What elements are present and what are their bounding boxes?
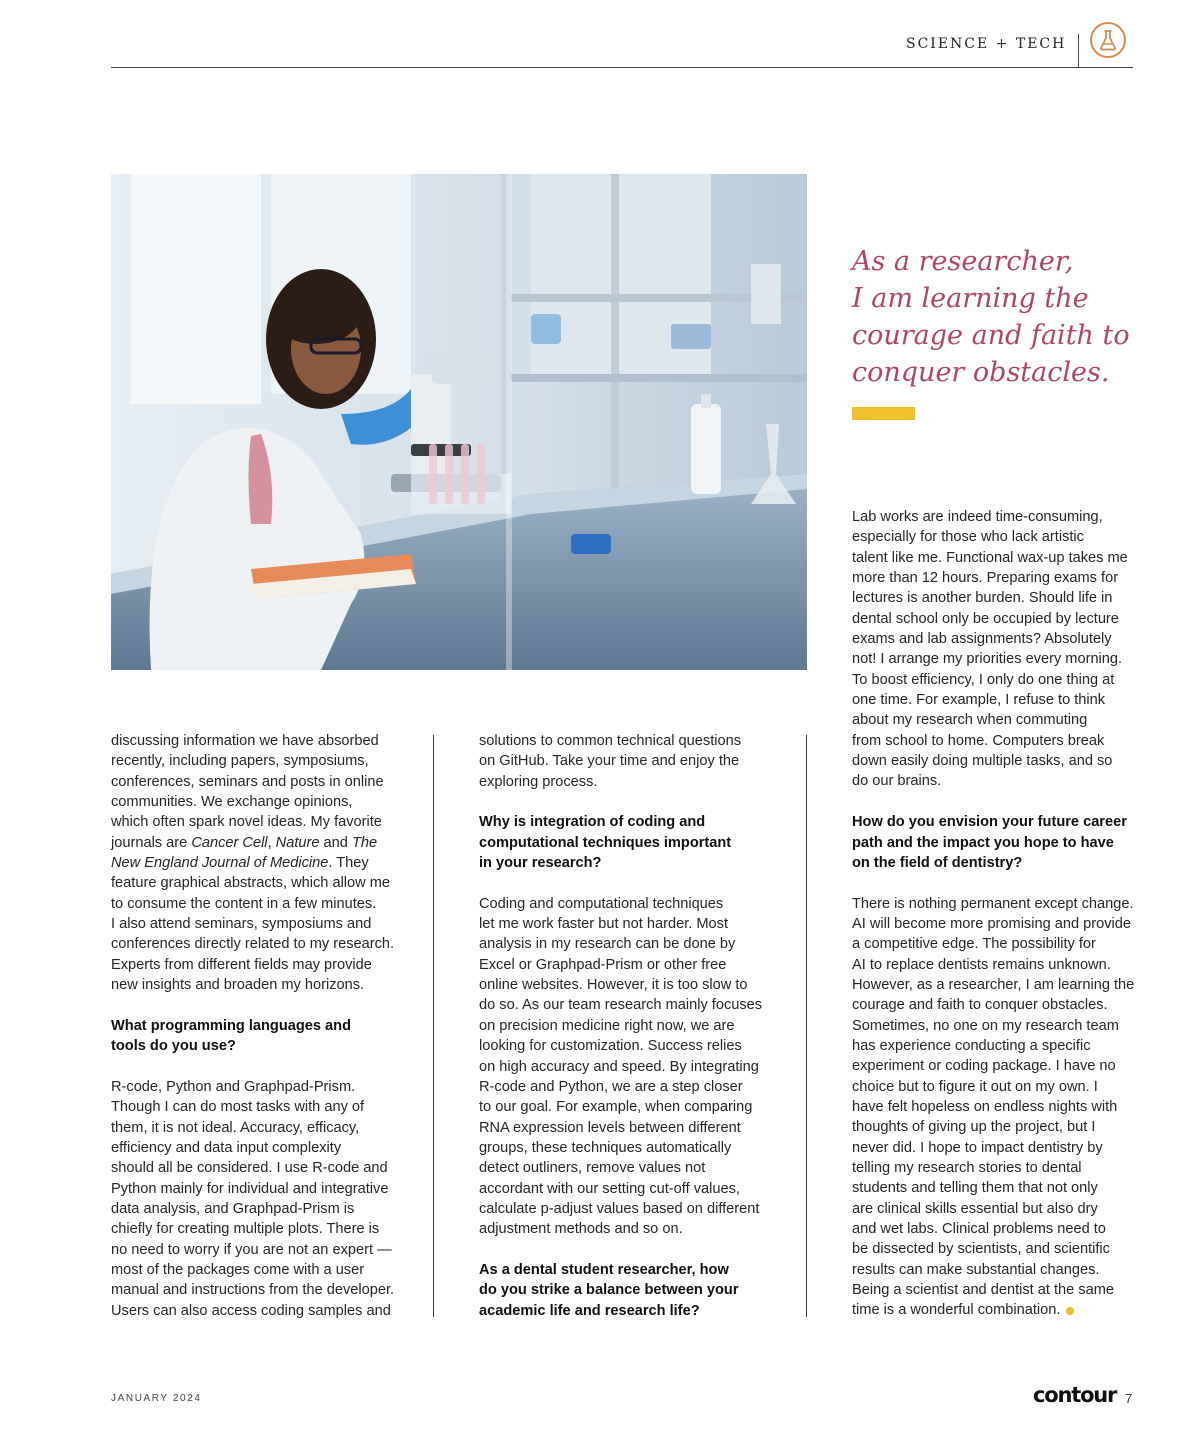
body-line: looking for customization. Success relies: [479, 1038, 742, 1055]
body-line: them, it is not ideal. Accuracy, efficacy,: [111, 1119, 360, 1136]
interview-question: academic life and research life?: [479, 1302, 700, 1319]
interview-question: As a dental student researcher, how: [479, 1261, 729, 1278]
body-line: choice but to figure it out on my own. I: [852, 1078, 1098, 1095]
header-rule: [111, 67, 1133, 68]
interview-question: Why is integration of coding and: [479, 814, 706, 831]
lab-researcher-photo: [111, 174, 807, 670]
journal-title: Nature: [275, 834, 320, 851]
body-line: a competitive edge. The possibility for: [852, 936, 1096, 953]
body-line: on precision medicine right now, we are: [479, 1017, 735, 1034]
body-line: telling my research stories to dental: [852, 1160, 1082, 1176]
body-line: R-code and Python, we are a step closer: [479, 1078, 743, 1095]
section-label: SCIENCE + TECH: [906, 36, 1067, 52]
body-line: chiefly for creating multiple plots. There is: [111, 1221, 380, 1238]
interview-question: path and the impact you hope to have: [852, 834, 1114, 851]
body-line: R-code, Python and Graphpad-Prism.: [111, 1078, 356, 1095]
body-line: most of the packages come with a user: [111, 1261, 365, 1278]
body-line: lectures is another burden. Should life in: [852, 590, 1113, 607]
body-line: Users can also access coding samples and: [111, 1302, 391, 1319]
column-divider: [806, 735, 807, 1317]
issue-date: JANUARY 2024: [111, 1393, 202, 1404]
body-line: dental school only be occupied by lecture: [852, 610, 1119, 627]
body-line: Python mainly for individual and integrative: [111, 1180, 389, 1197]
body-line: communities. We exchange opinions,: [111, 794, 353, 811]
body-line: adjustment methods and so on.: [479, 1221, 683, 1238]
body-line: efficiency and data input complexity: [111, 1139, 342, 1156]
body-line: calculate p-adjust values based on different: [479, 1200, 760, 1217]
journal-title: The: [351, 834, 378, 851]
body-line: courage and faith to conquer obstacles.: [852, 997, 1108, 1014]
article-column-3: [852, 507, 1134, 1321]
body-line: data analysis, and Graphpad-Prism is: [111, 1200, 355, 1217]
journal-title: Cancer Cell: [191, 834, 268, 851]
body-line: from school to home. Computers break: [852, 732, 1105, 749]
body-line: exploring process.: [479, 773, 598, 790]
pull-quote-line: As a researcher,: [852, 246, 1074, 277]
body-line: thoughts of giving up the project, but I: [852, 1119, 1096, 1136]
body-line: conferences, seminars and posts in online: [111, 773, 384, 790]
body-line: Being a scientist and dentist at the same: [852, 1282, 1115, 1299]
body-line: time is a wonderful combination.: [852, 1300, 1134, 1320]
body-line: recently, including papers, symposiums,: [111, 753, 369, 770]
body-line: accordant with our setting cut-off values,: [479, 1180, 740, 1197]
body-line: about my research when commuting: [852, 712, 1088, 729]
flask-icon: [1089, 21, 1127, 59]
body-line: to consume the content in a few minutes.: [111, 895, 377, 912]
body-line: and wet labs. Clinical problems need to: [852, 1221, 1106, 1238]
body-line: detect outliners, remove values not: [479, 1160, 706, 1177]
body-line: To boost efficiency, I only do one thing at: [852, 671, 1115, 688]
body-line: I also attend seminars, symposiums and: [111, 916, 372, 933]
body-line: New England Journal of Medicine. They: [111, 855, 369, 872]
body-line: never did. I hope to impact dentistry by: [852, 1139, 1103, 1156]
pull-quote-line: I am learning the: [852, 283, 1089, 314]
body-line: experiment or coding package. I have no: [852, 1058, 1116, 1075]
body-line: Experts from different fields may provide: [111, 956, 372, 973]
body-line: do so. As our team research mainly focuses: [479, 997, 763, 1014]
interview-question: How do you envision your future career: [852, 814, 1127, 831]
body-line: manual and instructions from the developer.: [111, 1282, 395, 1299]
body-line: which often spark novel ideas. My favorite: [111, 814, 382, 831]
body-line: talent like me. Functional wax-up takes me: [852, 549, 1128, 566]
body-line: new insights and broaden my horizons.: [111, 977, 365, 994]
body-line: down easily doing multiple tasks, and so: [852, 753, 1113, 770]
body-line: exams and lab assignments? Absolutely: [852, 631, 1112, 648]
body-line: There is nothing permanent except change.: [852, 895, 1134, 912]
body-line: has experience conducting a specific: [852, 1037, 1091, 1054]
body-line: conferences directly related to my research.: [111, 936, 395, 953]
body-line: AI will become more promising and provide: [852, 915, 1132, 932]
body-line: students and telling them that not only: [852, 1180, 1098, 1197]
interview-question: tools do you use?: [111, 1038, 236, 1055]
body-line: online websites. However, it is too slow to: [479, 977, 748, 994]
interview-question: in your research?: [479, 855, 602, 872]
body-line: should all be considered. I use R-code and: [111, 1160, 388, 1177]
journal-title: New England Journal of Medicine: [111, 855, 329, 872]
interview-question: do you strike a balance between your: [479, 1282, 739, 1299]
magazine-logo: contour: [1033, 1383, 1117, 1407]
pull-quote: [852, 243, 1152, 391]
body-line: to our goal. For example, when comparing: [479, 1099, 753, 1116]
body-line: be dissected by scientists, and scientific: [852, 1241, 1110, 1258]
body-line: more than 12 hours. Preparing exams for: [852, 570, 1119, 587]
interview-question: computational techniques important: [479, 834, 732, 851]
interview-question: on the field of dentistry?: [852, 854, 1023, 871]
body-line: are clinical skills essential but also dry: [852, 1200, 1098, 1217]
interview-question: What programming languages and: [111, 1017, 352, 1034]
body-line: RNA expression levels between different: [479, 1119, 741, 1136]
body-line: journals are Cancer Cell, Nature and The: [111, 834, 378, 851]
column-divider: [433, 735, 434, 1317]
body-line: groups, these techniques automatically: [479, 1139, 732, 1156]
body-line: discussing information we have absorbed: [111, 733, 379, 749]
pull-quote-line: courage and faith to: [852, 320, 1130, 351]
quote-accent-bar: [852, 407, 915, 420]
article-column-2: [479, 731, 762, 1321]
body-line: no need to worry if you are not an expert —: [111, 1241, 392, 1258]
body-line: especially for those who lack artistic: [852, 529, 1084, 546]
body-line: let me work faster but not harder. Most: [479, 916, 729, 933]
body-line: one time. For example, I refuse to think: [852, 692, 1106, 709]
body-line: on GitHub. Take your time and enjoy the: [479, 753, 740, 770]
body-line: not! I arrange my priorities every morning.: [852, 651, 1123, 668]
body-line: Lab works are indeed time-consuming,: [852, 509, 1103, 525]
header-divider: [1078, 34, 1079, 67]
body-line: analysis in my research can be done by: [479, 936, 736, 953]
article-column-1: [111, 731, 394, 1321]
body-line: Excel or Graphpad-Prism or other free: [479, 956, 727, 973]
body-line: do our brains.: [852, 773, 942, 790]
body-line: feature graphical abstracts, which allow me: [111, 875, 391, 892]
pull-quote-line: conquer obstacles.: [852, 357, 1110, 388]
page-number: 7: [1125, 1391, 1133, 1406]
body-line: solutions to common technical questions: [479, 733, 742, 749]
body-line: results can make substantial changes.: [852, 1261, 1100, 1278]
body-line: Sometimes, no one on my research team: [852, 1017, 1119, 1034]
end-dot-icon: [1066, 1307, 1074, 1315]
body-line: However, as a researcher, I am learning the: [852, 976, 1135, 993]
body-line: on high accuracy and speed. By integrating: [479, 1058, 759, 1075]
body-line: Though I can do most tasks with any of: [111, 1099, 365, 1116]
body-line: Coding and computational techniques: [479, 895, 724, 912]
body-line: AI to replace dentists remains unknown.: [852, 956, 1111, 973]
body-line: have felt hopeless on endless nights with: [852, 1098, 1118, 1115]
